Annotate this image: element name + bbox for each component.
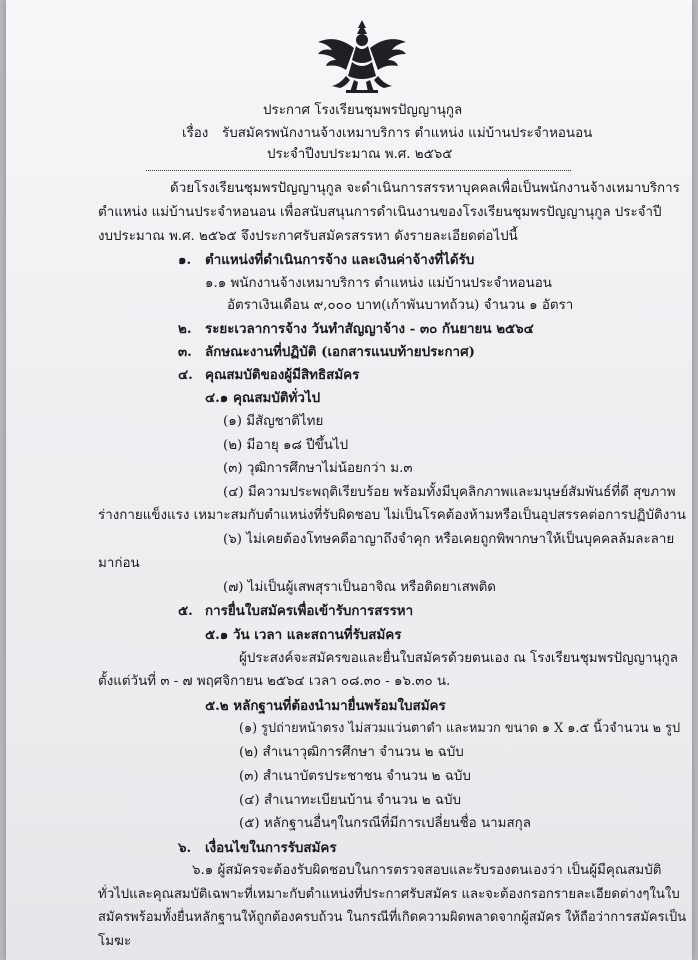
- subject-label: เรื่อง: [182, 126, 209, 141]
- intro-line: ด้วยโรงเรียนชุมพรปัญญานุกูล จะดำเนินการสรรหาบุคคลเพื่อเป็นพนักงานจ้างเหมาบริการ: [170, 181, 680, 196]
- condition-line: ทั่วไปและคุณสมบัติเฉพาะที่เหมาะกับตำแหน่งที่ประกาศรับสมัคร และจะต้องกรอกรายละเอียดต่างๆในใบ: [98, 887, 680, 902]
- garuda-emblem-icon: [316, 18, 408, 96]
- document-item: (๕) หลักฐานอื่นๆในกรณีที่มีการเปลี่ยนชื่อ นามสกุล: [239, 816, 531, 831]
- separator-line: [146, 170, 571, 171]
- section-4-sub: ๔.๑ คุณสมบัติทั่วไป: [205, 390, 321, 406]
- section-3-title: ลักษณะงานที่ปฏิบัติ (เอกสารแนบท้ายประกาศ): [205, 344, 475, 360]
- condition-line: สมัครพร้อมทั้งยื่นหลักฐานให้ถูกต้องครบถ้วน ในกรณีที่เกิดความผิดพลาดจากผู้สมัคร ให้ถือว่าการสมัครเป็น: [98, 910, 687, 925]
- qualification-item: (๗) ไม่เป็นผู้เสพสุราเป็นอาจิณ หรือติดยาเสพติด: [223, 580, 496, 595]
- section-5-sub1: ๕.๑ วัน เวลา และสถานที่รับสมัคร: [205, 627, 402, 643]
- subject-text: รับสมัครพนักงานจ้างเหมาบริการ ตำแหน่ง แม่บ้านประจำหอนอน: [222, 126, 593, 141]
- section-2-title: ระยะเวลาการจ้าง วันทำสัญญาจ้าง - ๓๐ กันยายน ๒๕๖๔: [205, 321, 534, 337]
- section-1-title: ตำแหน่งที่ดำเนินการจ้าง และเงินค่าจ้างที่ได้รับ: [205, 252, 475, 268]
- announcement-title: ประกาศ โรงเรียนชุมพรปัญญานุกูล: [263, 103, 463, 118]
- condition-line: โมฆะ: [98, 934, 132, 949]
- section-5-sub2: ๕.๒ หลักฐานที่ต้องนำมายื่นพร้อมใบสมัคร: [205, 698, 446, 714]
- document-item: (๔) สำเนาทะเบียนบ้าน จำนวน ๒ ฉบับ: [239, 793, 461, 808]
- section-1-number: ๑.: [178, 252, 192, 268]
- section-4-title: คุณสมบัติของผู้มีสิทธิสมัคร: [205, 367, 360, 383]
- qualification-item: (๔) มีความประพฤติเรียบร้อย พร้อมทั้งมีบุคลิกภาพและมนุษย์สัมพันธ์ที่ดี สุขภาพ: [223, 485, 676, 500]
- document-item: (๓) สำเนาบัตรประชาชน จำนวน ๒ ฉบับ: [239, 769, 471, 784]
- qualification-item: (๑) มีสัญชาติไทย: [223, 414, 324, 429]
- section-1-item: ๑.๑ พนักงานจ้างเหมาบริการ ตำแหน่ง แม่บ้านประจำหอนอน: [205, 276, 552, 291]
- section-5-sub1-text: ผู้ประสงค์จะสมัครขอและยื่นใบสมัครด้วยตนเอง ณ โรงเรียนชุมพรปัญญานุกูล: [239, 651, 678, 666]
- section-1-wage: อัตราเงินเดือน ๙,๐๐๐ บาท(เก้าพันบาทถ้วน) จำนวน ๑ อัตรา: [227, 298, 574, 313]
- section-6-number: ๖.: [178, 840, 192, 856]
- document-item: (๑) รูปถ่ายหน้าตรง ไม่สวมแว่นตาดำ และหมวก ขนาด ๑ X ๑.๕ นิ้วจำนวน ๒ รูป: [239, 721, 681, 736]
- fiscal-year: ประจำปีงบประมาณ พ.ศ. ๒๕๖๕: [267, 147, 453, 162]
- section-5-sub1-cont: ตั้งแต่วันที่ ๓ - ๗ พฤศจิกายน ๒๕๖๔ เวลา ๐๘.๓๐ - ๑๖.๓๐ น.: [98, 674, 451, 689]
- section-4-number: ๔.: [178, 367, 193, 383]
- section-6-title: เงื่อนไขในการรับสมัคร: [205, 840, 337, 856]
- section-5-number: ๕.: [178, 603, 193, 619]
- qualification-item: (๓) วุฒิการศึกษาไม่น้อยกว่า ม.๓: [223, 461, 413, 476]
- qualification-item: (๒) มีอายุ ๑๘ ปีขึ้นไป: [223, 438, 349, 453]
- condition-line: ๖.๑ ผู้สมัครจะต้องรับผิดชอบในการตรวจสอบและรับรองตนเองว่า เป็นผู้มีคุณสมบัติ: [192, 863, 662, 878]
- intro-line: งบประมาณ พ.ศ. ๒๕๖๕ จึงประกาศรับสมัครสรรหา ดังรายละเอียดต่อไปนี้: [98, 229, 518, 244]
- qualification-item-cont: มาก่อน: [98, 556, 140, 571]
- document-item: (๒) สำเนาวุฒิการศึกษา จำนวน ๒ ฉบับ: [239, 745, 464, 760]
- section-2-number: ๒.: [178, 321, 192, 337]
- qualification-item: (๖) ไม่เคยต้องโทษคดีอาญาถึงจำคุก หรือเคยถูกพิพากษาให้เป็นบุคคลล้มละลาย: [223, 532, 675, 547]
- document-page: [6, 0, 692, 960]
- qualification-item-cont: ร่างกายแข็งแรง เหมาะสมกับตำแหน่งที่รับผิดชอบ ไม่เป็นโรคต้องห้ามหรือเป็นอุปสรรคต่อการปฏิบัติงาน: [98, 508, 686, 523]
- section-3-number: ๓.: [178, 344, 192, 360]
- section-5-title: การยื่นใบสมัครเพื่อเข้ารับการสรรหา: [205, 603, 414, 619]
- intro-line: ตำแหน่ง แม่บ้านประจำหอนอน เพื่อสนับสนุนการดำเนินงานของโรงเรียนชุมพรปัญญานุกูล ประจำปี: [98, 205, 662, 220]
